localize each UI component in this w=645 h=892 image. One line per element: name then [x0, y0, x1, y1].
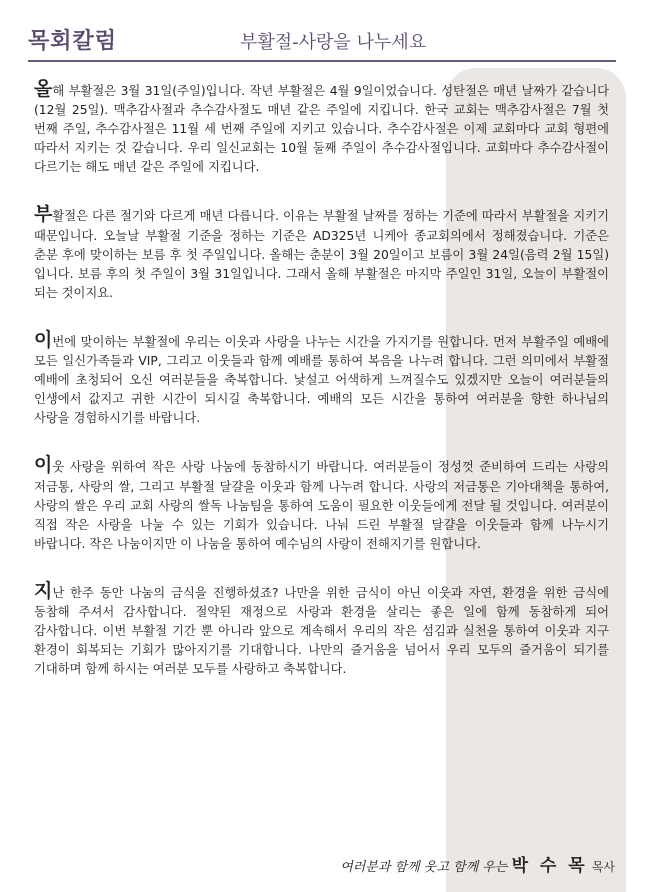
- author-title: 목사: [591, 860, 615, 874]
- paragraph-4: [34, 456, 609, 553]
- article-body: [34, 80, 609, 707]
- author-name: 박 수 목: [511, 856, 588, 876]
- paragraph-5: [34, 579, 609, 679]
- paragraph-text: 번에 맞이하는 부활절에 우리는 이웃과 사랑을 나누는 시간을 가지기를 원합니다. 먼저 부활주일 예배에 모든 일신가족들과 VIP, 그리고 이웃들과 함께 예배를 통하여 복음을 나누려 합니다. 그런 의미에서 부활절 예배에 초청되어 오신 여러분들을 축복합니다. 낯설고 어색하게 느껴질수도 있겠지만 오늘이 여러분들의 인생에서 값지고 귀한 시간이 되시길 축복합니다. 예배의 모든 시간을 통하여 여러분을 향한 하나님의 사랑을 경험하시기를 바랍니다.: [34, 334, 609, 426]
- drop-cap: 지: [34, 579, 53, 602]
- paragraph-3: [34, 328, 609, 428]
- drop-cap: 이: [34, 454, 53, 477]
- drop-cap: 이: [34, 328, 53, 351]
- paragraph-text: 난 한주 동안 나눔의 금식을 진행하셨죠? 나만을 위한 금식이 아닌 이웃과 자연, 환경을 위한 금식에 동참해 주셔서 감사합니다. 절약된 재정으로 사랑과 환경을 살리는 좋은 일에 함께 동참하게 되어 감사합니다. 이번 부활절 기간 뿐 아니라 앞으로 계속해서 우리의 작은 섬김과 실천을 통하여 이웃과 지구 환경이 회복되는 기회가 많아지기를 기대합니다. 나만의 즐거움을 넘어서 우리 모두의 즐거움이 되기를 기대하며 함께 하시는 여러분 모두를 사랑하고 축복합니다.: [34, 585, 609, 677]
- page-header: [28, 22, 628, 58]
- paragraph-2: [34, 205, 609, 302]
- author-signature: [340, 851, 615, 876]
- column-title: 목회칼럼: [28, 29, 118, 54]
- header-divider: [28, 60, 616, 62]
- drop-cap: 부: [34, 203, 53, 226]
- article-title: 부활절-사랑을 나누세요: [240, 32, 427, 53]
- paragraph-1: [34, 80, 609, 177]
- signature-phrase: 여러분과 함께 웃고 함께 우는: [340, 860, 508, 875]
- drop-cap: 올: [34, 78, 53, 100]
- paragraph-text: 활절은 다른 절기와 다르게 매년 다릅니다. 이유는 부활절 날짜를 정하는 기준에 따라서 부활절을 지키기 때문입니다. 오늘날 부활절 기준을 정하는 기준은 AD325년 니케아 종교회의에서 정해졌습니다. 기준은 춘분 후에 맞이하는 보름 후 첫 주일입니다. 올해는 춘분이 3월 20일이고 보름이 3월 24일(음력 2월 15일)입니다. 보름 후의 첫 주일이 3월 31일입니다. 그래서 올해 부활절은 마지막 주일인 31일, 오늘이 부활절이 되는 것이지요.: [34, 209, 609, 300]
- paragraph-text: 해 부활절은 3월 31일(주일)입니다. 작년 부활절은 4월 9일이었습니다. 성탄절은 매년 날짜가 같습니다(12월 25일). 맥추감사절과 추수감사절도 매년 같은 주일에 지킵니다. 한국 교회는 맥추감사절은 7월 첫 번째 주일, 추수감사절은 11월 세 번째 주일에 지키고 있습니다. 추수감사절은 이제 교회마다 교회 형편에 따라서 지키는 것 같습니다. 우리 일신교회는 10월 둘째 주일이 추수감사절입니다. 교회마다 추수감사절이 다르기는 해도 매년 같은 주일에 지킵니다.: [34, 84, 609, 175]
- paragraph-text: 웃 사랑을 위하여 작은 사랑 나눔에 동참하시기 바랍니다. 여러분들이 정성껏 준비하여 드리는 사랑의 저금통, 사랑의 쌀, 그리고 부활절 달걀을 이웃과 함께 나누려 합니다. 사랑의 저금통은 기아대책을 통하여, 사랑의 쌀은 우리 교회 사랑의 쌀독 나눔팀을 통하여 도움이 필요한 이웃들에게 전달 될 것입니다. 여러분이 직접 작은 사랑을 나눌 수 있는 기회가 있습니다. 나눠 드린 부활절 달걀을 이웃들과 함께 나누시기 바랍니다. 작은 나눔이지만 이 나눔을 통하여 예수님의 사랑이 전해지기를 원합니다.: [34, 460, 609, 551]
